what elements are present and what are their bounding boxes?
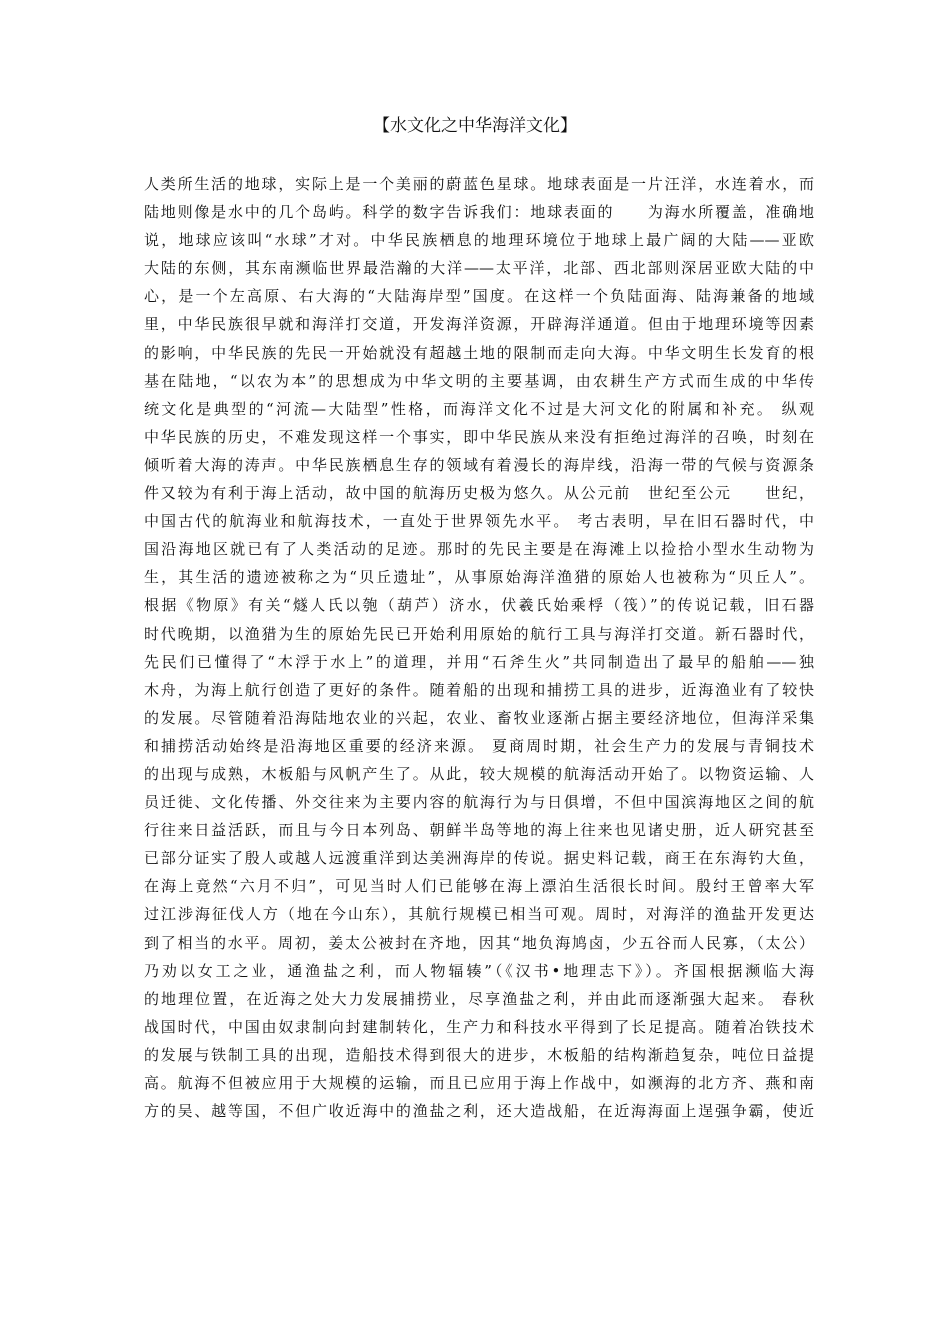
- text-line: 的发展与铁制工具的出现，造船技术得到很大的进步，木板船的结构渐趋复杂，吨位日益提: [144, 1045, 814, 1064]
- text-line: 时代晚期，以渔猎为生的原始先民已开始利用原始的航行工具与海洋打交道。新石器时代，: [144, 624, 814, 643]
- text-line: 倾听着大海的涛声。中华民族栖息生存的领域有着漫长的海岸线，沿海一带的气候与资源条: [144, 455, 814, 474]
- text-line: 在海上竟然“六月不归”，可见当时人们已能够在海上漂泊生活很长时间。殷纣王曾率大军: [144, 877, 814, 896]
- text-line: 大陆的东侧，其东南濒临世界最浩瀚的大洋——太平洋，北部、西北部则深居亚欧大陆的中: [144, 259, 814, 278]
- text-line: 件又较为有利于海上活动，故中国的航海历史极为悠久。从公元前 世纪至公元 世纪，: [144, 484, 814, 503]
- text-line: 根据《物原》有关“燧人氏以匏（葫芦）济水，伏羲氏始乘桴（筏）”的传说记载，旧石器: [144, 596, 814, 615]
- text-line: 的地理位置，在近海之处大力发展捕捞业，尽享渔盐之利，并由此而逐渐强大起来。 春秋: [144, 989, 814, 1008]
- text-line: 先民们已懂得了“木浮于水上”的道理，并用“石斧生火”共同制造出了最早的船舶——独: [144, 652, 814, 671]
- text-line: 心，是一个左高原、右大海的“大陆海岸型”国度。在这样一个负陆面海、陆海兼备的地域: [144, 287, 814, 306]
- text-line: 到了相当的水平。周初，姜太公被封在齐地，因其“地负海鸠卤，少五谷而人民寡，（太公）: [144, 933, 814, 952]
- text-line: 生，其生活的遗迹被称之为“贝丘遗址”，从事原始海洋渔猎的原始人也被称为“贝丘人”。: [144, 568, 814, 587]
- text-line: 乃劝以女工之业，通渔盐之利，而人物辐辏”（《汉书•地理志下》）。齐国根据濒临大海: [144, 961, 814, 980]
- text-line: 方的吴、越等国，不但广收近海中的渔盐之利，还大造战船，在近海海面上逞强争霸，使近: [144, 1102, 814, 1121]
- text-line: 中国古代的航海业和航海技术，一直处于世界领先水平。 考古表明，早在旧石器时代，中: [144, 512, 814, 531]
- text-line: 陆地则像是水中的几个岛屿。科学的数字告诉我们：地球表面的 为海水所覆盖，准确地: [144, 203, 814, 222]
- text-line: 人类所生活的地球，实际上是一个美丽的蔚蓝色星球。地球表面是一片汪洋，水连着水，而: [144, 175, 814, 193]
- text-line: 过江涉海征伐人方（地在今山东），其航行规模已相当可观。周时，对海洋的渔盐开发更达: [144, 905, 814, 924]
- text-line: 的发展。尽管随着沿海陆地农业的兴起，农业、畜牧业逐渐占据主要经济地位，但海洋采集: [144, 708, 814, 727]
- document-title: 【水文化之中华海洋文化】: [373, 116, 577, 136]
- text-line: 行往来日益活跃，而且与今日本列岛、朝鲜半岛等地的海上往来也见诸史册，近人研究甚至: [144, 821, 814, 840]
- text-line: 说，地球应该叫“水球”才对。中华民族栖息的地理环境位于地球上最广阔的大陆——亚欧: [144, 231, 814, 250]
- text-line: 员迁徙、文化传播、外交往来为主要内容的航海行为与日俱增，不但中国滨海地区之间的航: [144, 793, 814, 812]
- text-line: 高。航海不但被应用于大规模的运输，而且已应用于海上作战中，如濒海的北方齐、燕和南: [144, 1074, 814, 1092]
- text-line: 中华民族的历史，不难发现这样一个事实，即中华民族从来没有拒绝过海洋的召唤，时刻在: [144, 427, 814, 446]
- text-line: 里，中华民族很早就和海洋打交道，开发海洋资源，开辟海洋通道。但由于地理环境等因素: [144, 315, 814, 334]
- text-line: 木舟，为海上航行创造了更好的条件。随着船的出现和捕捞工具的进步，近海渔业有了较快: [144, 680, 814, 699]
- text-line: 国沿海地区就已有了人类活动的足迹。那时的先民主要是在海滩上以捡拾小型水生动物为: [144, 540, 814, 559]
- text-line: 统文化是典型的“河流—大陆型”性格，而海洋文化不过是大河文化的附属和补充。 纵观: [144, 399, 814, 418]
- body-paragraph: [144, 170, 814, 1125]
- text-line: 的出现与成熟，木板船与风帆产生了。从此，较大规模的航海活动开始了。以物资运输、人: [144, 764, 814, 783]
- text-line: 基在陆地，“以农为本”的思想成为中华文明的主要基调，由农耕生产方式而生成的中华传: [144, 371, 814, 390]
- text-line: 的影响，中华民族的先民一开始就没有超越土地的限制而走向大海。中华文明生长发育的根: [144, 343, 814, 362]
- text-line: 和捕捞活动始终是沿海地区重要的经济来源。 夏商周时期，社会生产力的发展与青铜技术: [144, 736, 814, 755]
- text-line: 战国时代，中国由奴隶制向封建制转化，生产力和科技水平得到了长足提高。随着冶铁技术: [144, 1017, 814, 1036]
- text-line: 已部分证实了殷人或越人远渡重洋到达美洲海岸的传说。据史料记载，商王在东海钓大鱼，: [144, 849, 814, 868]
